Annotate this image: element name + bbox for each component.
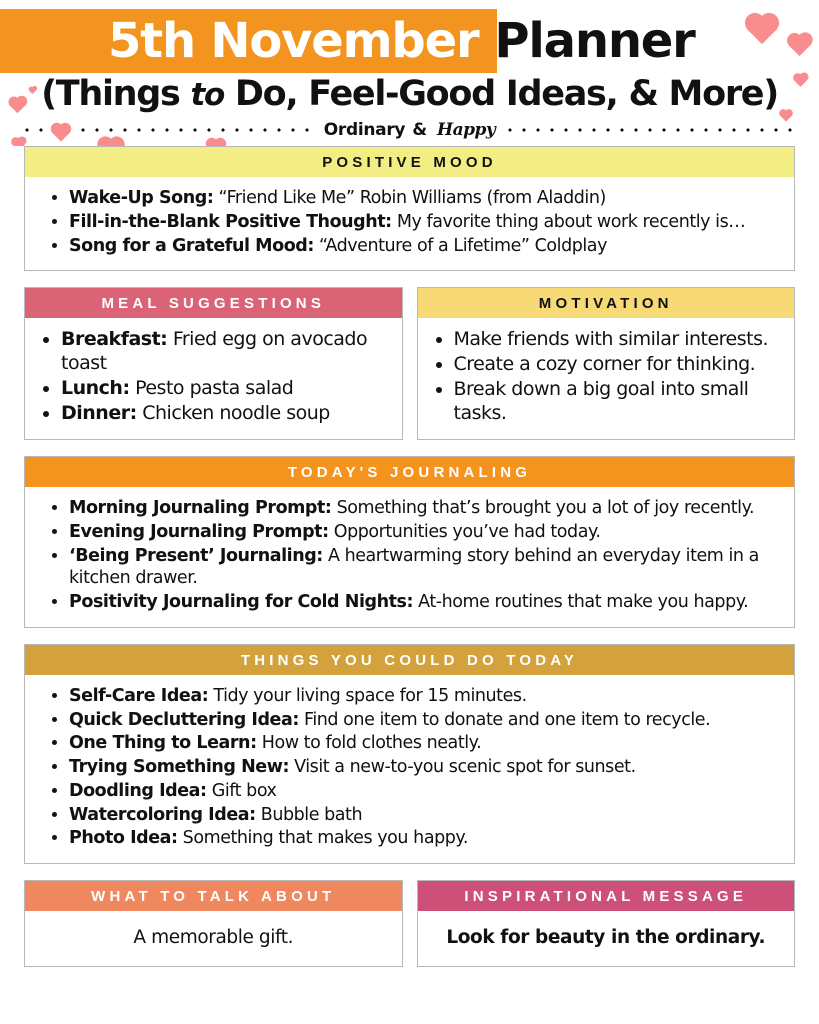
list-item bbox=[69, 709, 780, 732]
item-value: Find one item to donate and one item to recycle. bbox=[298, 709, 711, 730]
item-label: Wake-Up Song: bbox=[69, 188, 214, 208]
card-header-meal-suggestions: MEAL SUGGESTIONS bbox=[25, 288, 402, 318]
list-item bbox=[61, 328, 392, 376]
item-value: Gift box bbox=[206, 780, 277, 801]
card-header-inspirational-message: INSPIRATIONAL MESSAGE bbox=[418, 881, 795, 911]
card-meal-suggestions bbox=[24, 287, 403, 440]
item-value: Something that’s brought you a lot of joy recently. bbox=[331, 498, 755, 518]
item-label: Photo Idea: bbox=[69, 828, 178, 849]
item-value: Pesto pasta salad bbox=[129, 377, 294, 400]
item-value: Tidy your living space for 15 minutes. bbox=[208, 685, 527, 706]
item-label: Fill-in-the-Blank Positive Thought: bbox=[69, 211, 392, 232]
card-motivation bbox=[417, 287, 796, 440]
item-value: Opportunities you’ve had today. bbox=[328, 521, 601, 542]
title-date: 5th November bbox=[108, 13, 479, 69]
item-value: Create a cozy corner for thinking. bbox=[453, 353, 756, 376]
item-label: Self-Care Idea: bbox=[69, 685, 209, 706]
list-item bbox=[69, 827, 780, 850]
page-subtitle bbox=[0, 74, 819, 114]
card-body-what-to-talk-about: A memorable gift. bbox=[133, 927, 294, 948]
item-value: Chicken noodle soup bbox=[136, 402, 330, 425]
list-item bbox=[454, 378, 785, 426]
planner-body bbox=[0, 146, 819, 983]
card-inspirational-message bbox=[417, 880, 796, 967]
list-things-to-do bbox=[39, 685, 780, 850]
brand-ampersand: & bbox=[405, 120, 434, 140]
row-talk-inspiration bbox=[24, 880, 795, 983]
card-body-things-to-do bbox=[25, 675, 794, 863]
item-value: Break down a big goal into small tasks. bbox=[453, 378, 749, 425]
brand-suffix: Happy bbox=[437, 120, 496, 140]
item-label: Lunch: bbox=[61, 377, 130, 400]
list-item bbox=[69, 685, 780, 708]
subtitle-italic-to: to bbox=[190, 77, 224, 113]
item-label: Dinner: bbox=[61, 402, 137, 425]
item-value: At-home routines that make you happy. bbox=[413, 592, 749, 612]
list-item bbox=[69, 497, 780, 520]
list-item bbox=[69, 187, 780, 210]
item-value: Fried egg on avocado toast bbox=[61, 328, 368, 375]
list-motivation bbox=[424, 328, 785, 426]
list-item bbox=[69, 591, 780, 614]
list-item bbox=[454, 328, 785, 352]
card-body-positive-mood bbox=[25, 177, 794, 270]
row-meals-motivation bbox=[24, 287, 795, 456]
item-value: “Friend Like Me” Robin Williams (from Aladdin) bbox=[213, 188, 606, 208]
list-meal-suggestions bbox=[31, 328, 392, 426]
item-value: Something that makes you happy. bbox=[177, 828, 468, 849]
item-value: Bubble bath bbox=[255, 804, 363, 825]
card-header-what-to-talk-about: WHAT TO TALK ABOUT bbox=[25, 881, 402, 911]
card-header-motivation: MOTIVATION bbox=[418, 288, 795, 318]
item-value: Visit a new-to-you scenic spot for sunset. bbox=[289, 757, 636, 777]
brand-logo bbox=[324, 120, 496, 140]
card-what-to-talk-about bbox=[24, 880, 403, 967]
dotted-divider-right bbox=[503, 128, 799, 132]
item-label: ‘Being Present’ Journaling: bbox=[69, 545, 323, 566]
brand-row bbox=[0, 118, 819, 142]
list-item bbox=[69, 235, 780, 258]
list-item bbox=[69, 732, 780, 755]
card-header-todays-journaling: TODAY'S JOURNALING bbox=[25, 457, 794, 487]
item-label: Trying Something New: bbox=[69, 757, 289, 777]
list-todays-journaling bbox=[39, 497, 780, 614]
list-item bbox=[69, 804, 780, 827]
subtitle-part-2: Do, Feel-Good Ideas, & More) bbox=[223, 74, 778, 114]
card-body-motivation bbox=[418, 318, 795, 439]
page-header bbox=[0, 0, 819, 146]
list-positive-mood bbox=[39, 187, 780, 257]
item-value: A heartwarming story behind an everyday item in a kitchen drawer. bbox=[69, 545, 759, 589]
item-label: Positivity Journaling for Cold Nights: bbox=[69, 592, 414, 612]
item-value: My favorite thing about work recently is… bbox=[391, 211, 746, 232]
card-body-inspirational-message: Look for beauty in the ordinary. bbox=[446, 927, 766, 948]
item-label: Song for a Grateful Mood: bbox=[69, 235, 314, 256]
item-label: One Thing to Learn: bbox=[69, 733, 257, 754]
list-item bbox=[69, 545, 780, 591]
subtitle-part-1: (Things bbox=[41, 74, 191, 114]
item-label: Quick Decluttering Idea: bbox=[69, 709, 299, 730]
page-title bbox=[0, 6, 819, 76]
list-item bbox=[69, 211, 780, 234]
brand-name: Ordinary bbox=[323, 120, 406, 140]
list-item bbox=[69, 756, 780, 779]
item-value: Make friends with similar interests. bbox=[453, 328, 769, 351]
item-label: Breakfast: bbox=[61, 328, 168, 351]
item-label: Morning Journaling Prompt: bbox=[69, 498, 332, 518]
item-label: Doodling Idea: bbox=[69, 780, 207, 801]
card-header-things-to-do: THINGS YOU COULD DO TODAY bbox=[25, 645, 794, 675]
list-item bbox=[69, 521, 780, 544]
item-label: Watercoloring Idea: bbox=[69, 804, 256, 825]
list-item bbox=[61, 377, 392, 401]
list-item bbox=[69, 780, 780, 803]
card-body-todays-journaling bbox=[25, 487, 794, 627]
card-header-positive-mood: POSITIVE MOOD bbox=[25, 147, 794, 177]
title-word-planner: Planner bbox=[494, 13, 695, 69]
card-body-meal-suggestions bbox=[25, 318, 402, 439]
list-item bbox=[61, 402, 392, 426]
item-label: Evening Journaling Prompt: bbox=[69, 521, 329, 542]
item-value: How to fold clothes neatly. bbox=[256, 733, 482, 754]
list-item bbox=[454, 353, 785, 377]
card-things-to-do bbox=[24, 644, 795, 864]
dotted-divider-left bbox=[20, 128, 316, 132]
card-todays-journaling bbox=[24, 456, 795, 628]
card-positive-mood bbox=[24, 146, 795, 271]
item-value: “Adventure of a Lifetime” Coldplay bbox=[313, 235, 607, 256]
